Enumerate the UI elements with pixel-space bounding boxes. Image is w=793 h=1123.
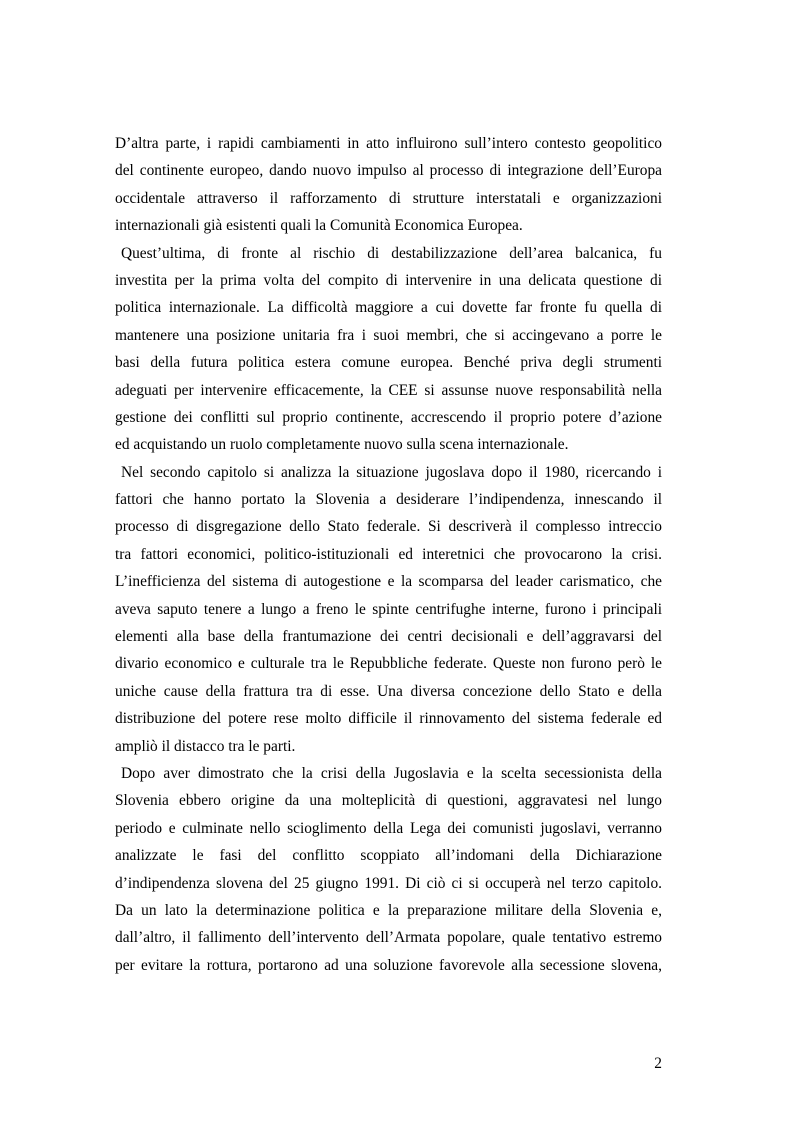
text-line: politica internazionale. La difficoltà maggiore a cui dovette far fronte fu quella di bbox=[115, 299, 662, 317]
text-line: d’indipendenza slovena del 25 giugno 1991. Di ciò ci si occuperà nel terzo capitolo. bbox=[115, 874, 662, 892]
text-line: adeguati per intervenire efficacemente, la CEE si assunse nuove responsabilità nella bbox=[115, 381, 662, 399]
text-line: mantenere una posizione unitaria fra i suoi membri, che si accingevano a porre le bbox=[115, 326, 662, 344]
text-line: L’inefficienza del sistema di autogestione e la scomparsa del leader carismatico, che bbox=[115, 573, 662, 591]
body-text bbox=[115, 130, 662, 979]
text-line: D’altra parte, i rapidi cambiamenti in atto influirono sull’intero contesto geopolitico bbox=[115, 135, 662, 152]
text-line: aveva saputo tenere a lungo a freno le spinte centrifughe interne, furono i principali bbox=[115, 600, 662, 618]
text-line: fattori che hanno portato la Slovenia a desiderare l’indipendenza, innescando il bbox=[115, 491, 662, 509]
paragraph bbox=[115, 760, 662, 979]
text-line: analizzate le fasi del conflitto scoppiato all’indomani della Dichiarazione bbox=[115, 847, 662, 865]
paragraph bbox=[115, 459, 662, 760]
text-line: dall’altro, il fallimento dell’intervento dell’Armata popolare, quale tentativo estremo bbox=[115, 929, 662, 947]
text-line: processo di disgregazione dello Stato federale. Si descriverà il complesso intreccio bbox=[115, 518, 662, 536]
paragraph bbox=[115, 240, 662, 459]
text-line: del continente europeo, dando nuovo impulso al processo di integrazione dell’Europa bbox=[115, 162, 662, 180]
text-line: periodo e culminate nello scioglimento della Lega dei comunisti jugoslavi, verranno bbox=[115, 819, 662, 837]
text-line: uniche cause della frattura tra di esse. Una diversa concezione dello Stato e della bbox=[115, 682, 662, 700]
text-line: distribuzione del potere rese molto difficile il rinnovamento del sistema federale ed bbox=[115, 710, 662, 728]
text-line: Da un lato la determinazione politica e la preparazione militare della Slovenia e, bbox=[115, 901, 662, 919]
text-line: basi della futura politica estera comune europea. Benché priva degli strumenti bbox=[115, 354, 662, 372]
text-line: divario economico e culturale tra le Repubbliche federate. Queste non furono però le bbox=[115, 655, 662, 673]
text-line: gestione dei conflitti sul proprio continente, accrescendo il proprio potere d’azione bbox=[115, 408, 662, 426]
page-number: 2 bbox=[654, 1055, 662, 1072]
text-line: Dopo aver dimostrato che la crisi della Jugoslavia e la scelta secessionista della bbox=[121, 764, 662, 782]
text-line: ed acquistando un ruolo completamente nuovo sulla scena internazionale. bbox=[115, 436, 569, 454]
text-line: occidentale attraverso il rafforzamento di strutture interstatali e organizzazioni bbox=[115, 189, 662, 207]
text-line: internazionali già esistenti quali la Comunità Economica Europea. bbox=[115, 217, 523, 235]
paragraph bbox=[115, 130, 662, 240]
text-line: per evitare la rottura, portarono ad una soluzione favorevole alla secessione slovena, bbox=[115, 956, 662, 974]
text-line: ampliò il distacco tra le parti. bbox=[115, 737, 296, 755]
text-line: investita per la prima volta del compito di intervenire in una delicata questione di bbox=[115, 271, 662, 289]
text-line: tra fattori economici, politico-istituzionali ed interetnici che provocarono la crisi. bbox=[115, 545, 662, 563]
text-line: Quest’ultima, di fronte al rischio di destabilizzazione dell’area balcanica, fu bbox=[121, 244, 662, 262]
text-line: Nel secondo capitolo si analizza la situazione jugoslava dopo il 1980, ricercando i bbox=[121, 463, 662, 481]
text-line: Slovenia ebbero origine da una molteplicità di questioni, aggravatesi nel lungo bbox=[115, 792, 662, 810]
text-line: elementi alla base della frantumazione dei centri decisionali e dell’aggravarsi del bbox=[115, 628, 662, 646]
